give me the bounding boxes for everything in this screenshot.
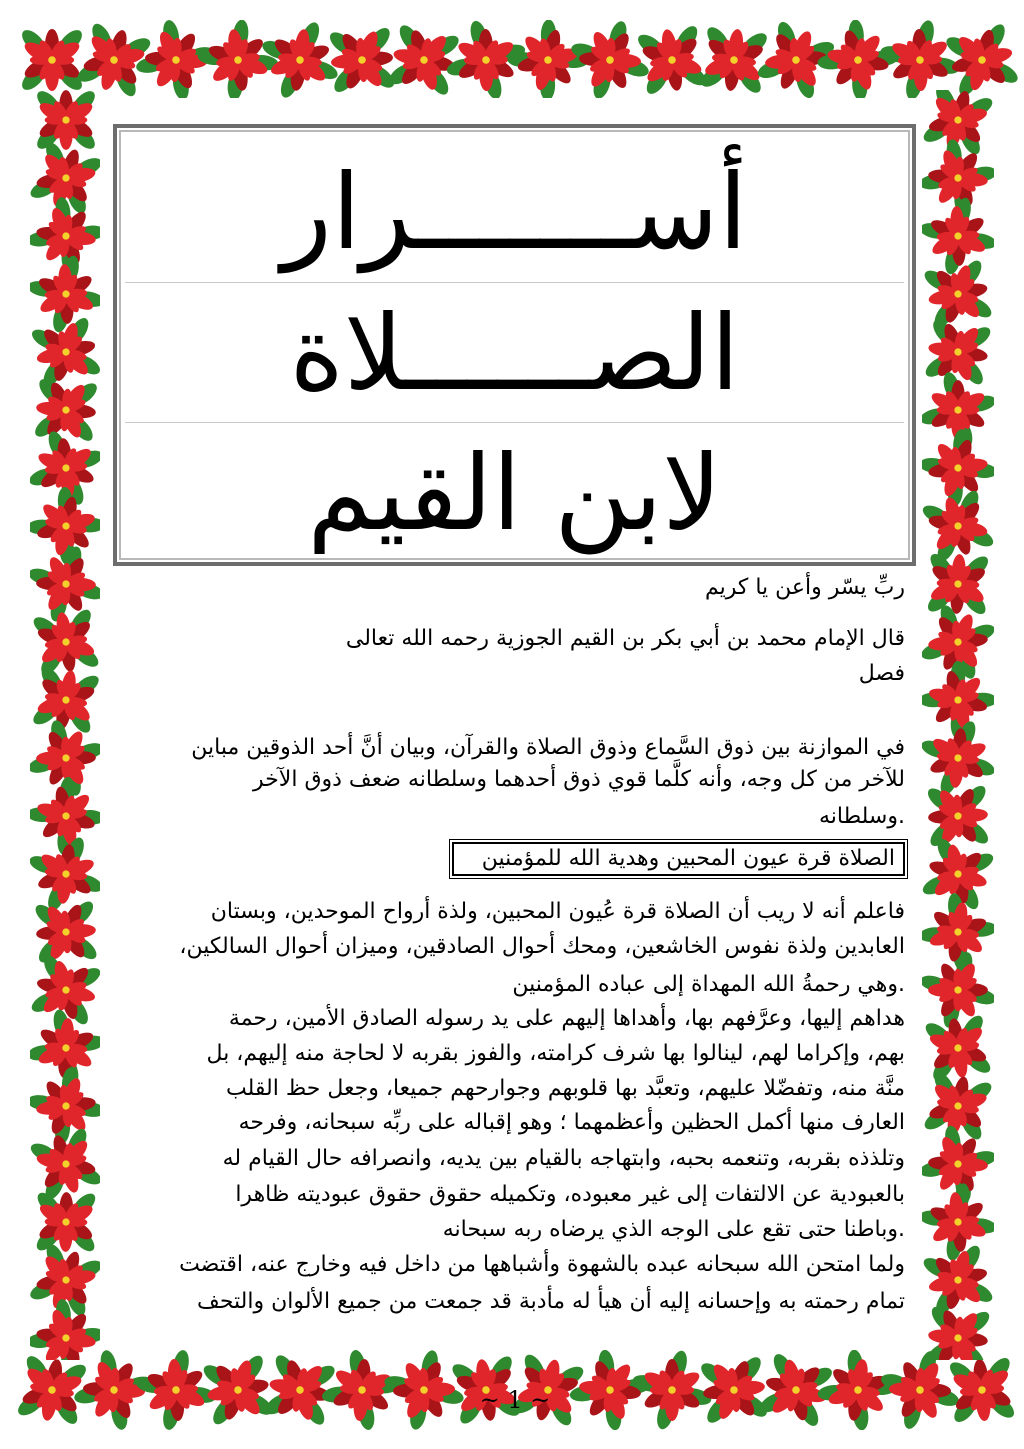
- poinsettia-flower-icon: [922, 1011, 994, 1086]
- poinsettia-flower-icon: [198, 1350, 278, 1430]
- decorative-border-top: [0, 20, 1024, 98]
- para1-line-3: .وهي رحمةُ الله المهداة إلى عباده المؤمنين: [512, 972, 905, 997]
- poinsettia-flower-icon: [945, 1353, 1019, 1427]
- para3-line-1: ولما امتحن الله سبحانه عبده بالشهوة وأشباهها من داخل فيه وخارج عنه، اقتضت: [179, 1252, 905, 1277]
- poinsettia-flower-icon: [922, 1302, 994, 1360]
- poinsettia-flower-icon: [18, 26, 86, 94]
- poinsettia-flower-icon: [940, 20, 1023, 98]
- poinsettia-flower-icon: [190, 20, 286, 98]
- poinsettia-flower-icon: [922, 1176, 994, 1267]
- poinsettia-flower-icon: [633, 21, 712, 98]
- para2-line-5: وتلذذه بقربه، وتنعمه بحبه، وابتهاجه بالقيام بين يديه، وانصرافه حال القيام له: [222, 1146, 905, 1171]
- poinsettia-flower-icon: [922, 422, 994, 514]
- poinsettia-border-icon: [0, 20, 1024, 98]
- poinsettia-flower-icon: [31, 375, 100, 446]
- title-box: [113, 124, 916, 566]
- poinsettia-flower-icon: [873, 20, 967, 98]
- poinsettia-flower-icon: [129, 1350, 223, 1430]
- title-line-asrar: أســـــــرار: [281, 151, 748, 273]
- poinsettia-border-icon: [922, 90, 994, 1360]
- para2-line-7: .وباطنا حتى تقع على الوجه الذي يرضاه ربه سبحانه: [442, 1217, 905, 1242]
- para3-line-2: تمام رحمته به وإحسانه إليه أن هيأ له مأدبة قد جمعت من جميع الألوان والتحف: [197, 1289, 905, 1314]
- poinsettia-flower-icon: [33, 90, 98, 153]
- decorative-border-left: [30, 90, 100, 1360]
- para1-line-2: العابدين ولذة نفوس الخاشعين، ومحك أحوال الصادقين، وميزان أحوال السالكين،: [179, 934, 905, 959]
- author-line: قال الإمام محمد بن أبي بكر بن القيم الجوزية رحمه الله تعالى: [345, 626, 905, 651]
- para2-line-1: هداهم إليها، وعرَّفهم بها، وأهداها إليهم على يد رسوله الصادق الأمين، رحمة: [228, 1006, 905, 1031]
- poinsettia-flower-icon: [30, 662, 100, 738]
- poinsettia-flower-icon: [30, 1292, 100, 1360]
- poinsettia-flower-icon: [696, 1352, 772, 1428]
- poinsettia-flower-icon: [922, 315, 994, 390]
- title-line-salah: الصــــــلاة: [125, 282, 904, 423]
- poinsettia-flower-icon: [325, 23, 399, 97]
- intro-line-3: .وسلطانه: [818, 804, 905, 829]
- opening-invocation: ربِّ يسّر وأعن يا كريم: [704, 575, 905, 600]
- poinsettia-flower-icon: [72, 20, 157, 98]
- para2-line-2: بهم، وإكراما لهم، لينالوا بها شرف كرامته، والفوز بقربه لا لحاجة منه إليهم، بل: [206, 1041, 905, 1066]
- intro-line-2: للآخر من كل وجه، وأنه كلَّما قوي ذوق أحدهما وسلطانه ضعف ذوق الآخر: [253, 767, 905, 792]
- section-heading: الصلاة قرة عيون المحبين وهدية الله للمؤمنين: [452, 842, 905, 876]
- poinsettia-flower-icon: [30, 1060, 100, 1152]
- intro-line-1: في الموازنة بين ذوق السَّماع وذوق الصلاة والقرآن، وبيان أنَّ أحد الذوقين مباين: [191, 735, 905, 760]
- poinsettia-flower-icon: [696, 22, 772, 98]
- section-label: فصل: [858, 661, 905, 686]
- poinsettia-flower-icon: [384, 20, 465, 98]
- para2-line-3: منَّة منه، وتفضّلا عليهم، وتعبَّد بها قلوبهم وجوارحهم جميعا، وجعل حظ القلب: [226, 1076, 905, 1101]
- title-line-ibn-qayyim: لابن القيم: [125, 422, 904, 563]
- decorative-border-right: [922, 90, 994, 1360]
- poinsettia-flower-icon: [924, 782, 993, 851]
- page-number: ~ 1 ~: [479, 1386, 551, 1414]
- poinsettia-flower-icon: [31, 897, 100, 967]
- para2-line-4: العارف منها أكمل الحظين وأعظمهما ؛ وهو إقباله على ربِّه سبحانه، وفرحه: [238, 1110, 905, 1135]
- poinsettia-flower-icon: [30, 605, 100, 680]
- poinsettia-flower-icon: [33, 1189, 100, 1256]
- para2-line-6: بالعبودية عن الالتفات إلى غير معبوده، وتكميله حقوق حقوق عبوديته ظاهرا: [235, 1182, 905, 1207]
- poinsettia-border-icon: [30, 90, 100, 1360]
- para1-line-1: فاعلم أنه لا ريب أن الصلاة قرة عُيون المحبين، ولذة أرواح الموحدين، وبستان: [210, 899, 905, 924]
- poinsettia-flower-icon: [30, 480, 100, 573]
- poinsettia-flower-icon: [924, 550, 993, 619]
- poinsettia-flower-icon: [13, 1351, 92, 1430]
